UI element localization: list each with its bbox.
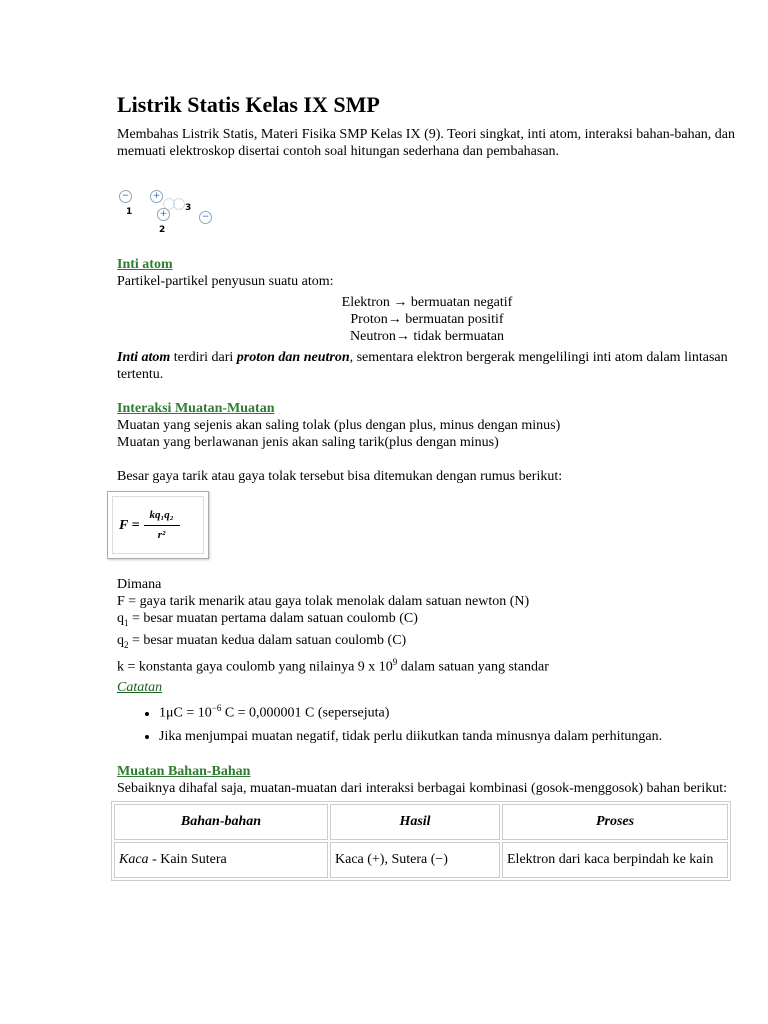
column-header: Bahan-bahan [114,804,328,840]
inti-atom-body [117,349,737,383]
negative-charge-icon: − [199,211,212,224]
formula-frame [112,496,204,554]
faint-circle-icon [173,198,185,210]
text: Kaca [119,852,149,868]
charge-diagram [117,190,217,242]
column-header: Hasil [330,804,500,840]
text: C = 0,000001 C (sepersejuta) [221,705,390,721]
definition-f: F = gaya tarik menarik atau gaya tolak menolak dalam satuan newton (N) [117,594,530,609]
formula-fraction [144,507,180,544]
interaksi-line: Muatan yang sejenis akan saling tolak (plus dengan plus, minus dengan minus) [117,418,561,433]
diagram-label: 2 [159,225,166,235]
emphasis: proton dan neutron [236,350,350,365]
particle-item: Proton→ bermuatan positif [350,312,504,327]
page-title: Listrik Statis Kelas IX SMP [117,92,380,117]
emphasis: Inti atom [117,350,171,365]
subscript: 2 [124,639,129,650]
table-cell: Kaca (+), Sutera (−) [330,842,500,878]
formula-lhs: F = [119,517,140,533]
definition-k [117,654,737,676]
gaya-intro: Besar gaya tarik atau gaya tolak tersebut bisa ditemukan dengan rumus berikut: [117,469,563,484]
text: terdiri dari [170,350,237,365]
diagram-label: 1 [126,207,133,217]
text: k = konstanta gaya coulomb yang nilainya 9 x 10 [117,659,393,675]
interaksi-line: Muatan yang berlawanan jenis akan saling tarik(plus dengan minus) [117,435,499,450]
table-cell: Elektron dari kaca berpindah ke kain [502,842,728,878]
document-page [117,92,737,881]
dimana-label: Dimana [117,577,162,592]
intro-paragraph: Membahas Listrik Statis, Materi Fisika SMP Kelas IX (9). Teori singkat, inti atom, interaksi bahan-bahan, dan memuati elektroskop disertai contoh soal hitungan sederhana dan pembahasan. [117,127,736,159]
diagram-label: 3 [185,203,192,213]
table-header-row [114,804,728,840]
negative-charge-icon: − [119,190,132,203]
section-heading-muatan-bahan: Muatan Bahan-Bahan [117,763,251,779]
superscript: −6 [211,703,222,714]
list-item: • Jika menjumpai muatan negatif, tidak perlu diikutkan tanda minusnya dalam perhitungan. [159,728,737,745]
inti-atom-lead: Partikel-partikel penyusun suatu atom: [117,274,334,289]
positive-charge-icon: + [157,208,170,221]
text: - Kain Sutera [148,852,227,868]
table-cell [114,842,328,878]
section-heading-inti-atom: Inti atom [117,257,173,272]
subscript: 1 [124,617,129,628]
fraction-bar [144,525,180,526]
formula-denominator: r² [157,528,166,541]
muatan-bahan-intro: Sebaiknya dihafal saja, muatan-muatan dari interaksi berbagai kombinasi (gosok-menggosok) bahan berikut: [117,780,727,796]
text: , sementara elektron bergerak mengelilingi inti atom dalam lintasan tertentu. [117,350,728,382]
list-item [159,700,737,722]
text: = besar muatan pertama dalam satuan coulomb (C) [128,611,418,626]
positive-charge-icon: + [150,190,163,203]
materials-table [111,801,731,881]
text: dalam satuan yang standar [397,659,549,675]
text: 1μC = 10 [159,705,212,721]
table-row [114,842,728,878]
definition-q2 [117,632,737,654]
particle-item: Elektron → bermuatan negatif [341,295,513,310]
particle-list [117,294,737,345]
coulomb-formula [107,491,209,559]
formula-numerator: kq₁q₂ [149,508,174,521]
superscript: 9 [392,656,398,667]
text: q [117,632,124,648]
section-heading-interaksi: Interaksi Muatan-Muatan [117,401,275,416]
particle-item: Neutron→ tidak bermuatan [350,329,504,344]
text: q [117,611,124,626]
column-header: Proses [502,804,728,840]
text: = besar muatan kedua dalam satuan coulomb (C) [128,632,407,648]
catatan-heading: Catatan [117,680,163,696]
catatan-list [117,700,737,745]
definition-q1 [117,610,737,632]
